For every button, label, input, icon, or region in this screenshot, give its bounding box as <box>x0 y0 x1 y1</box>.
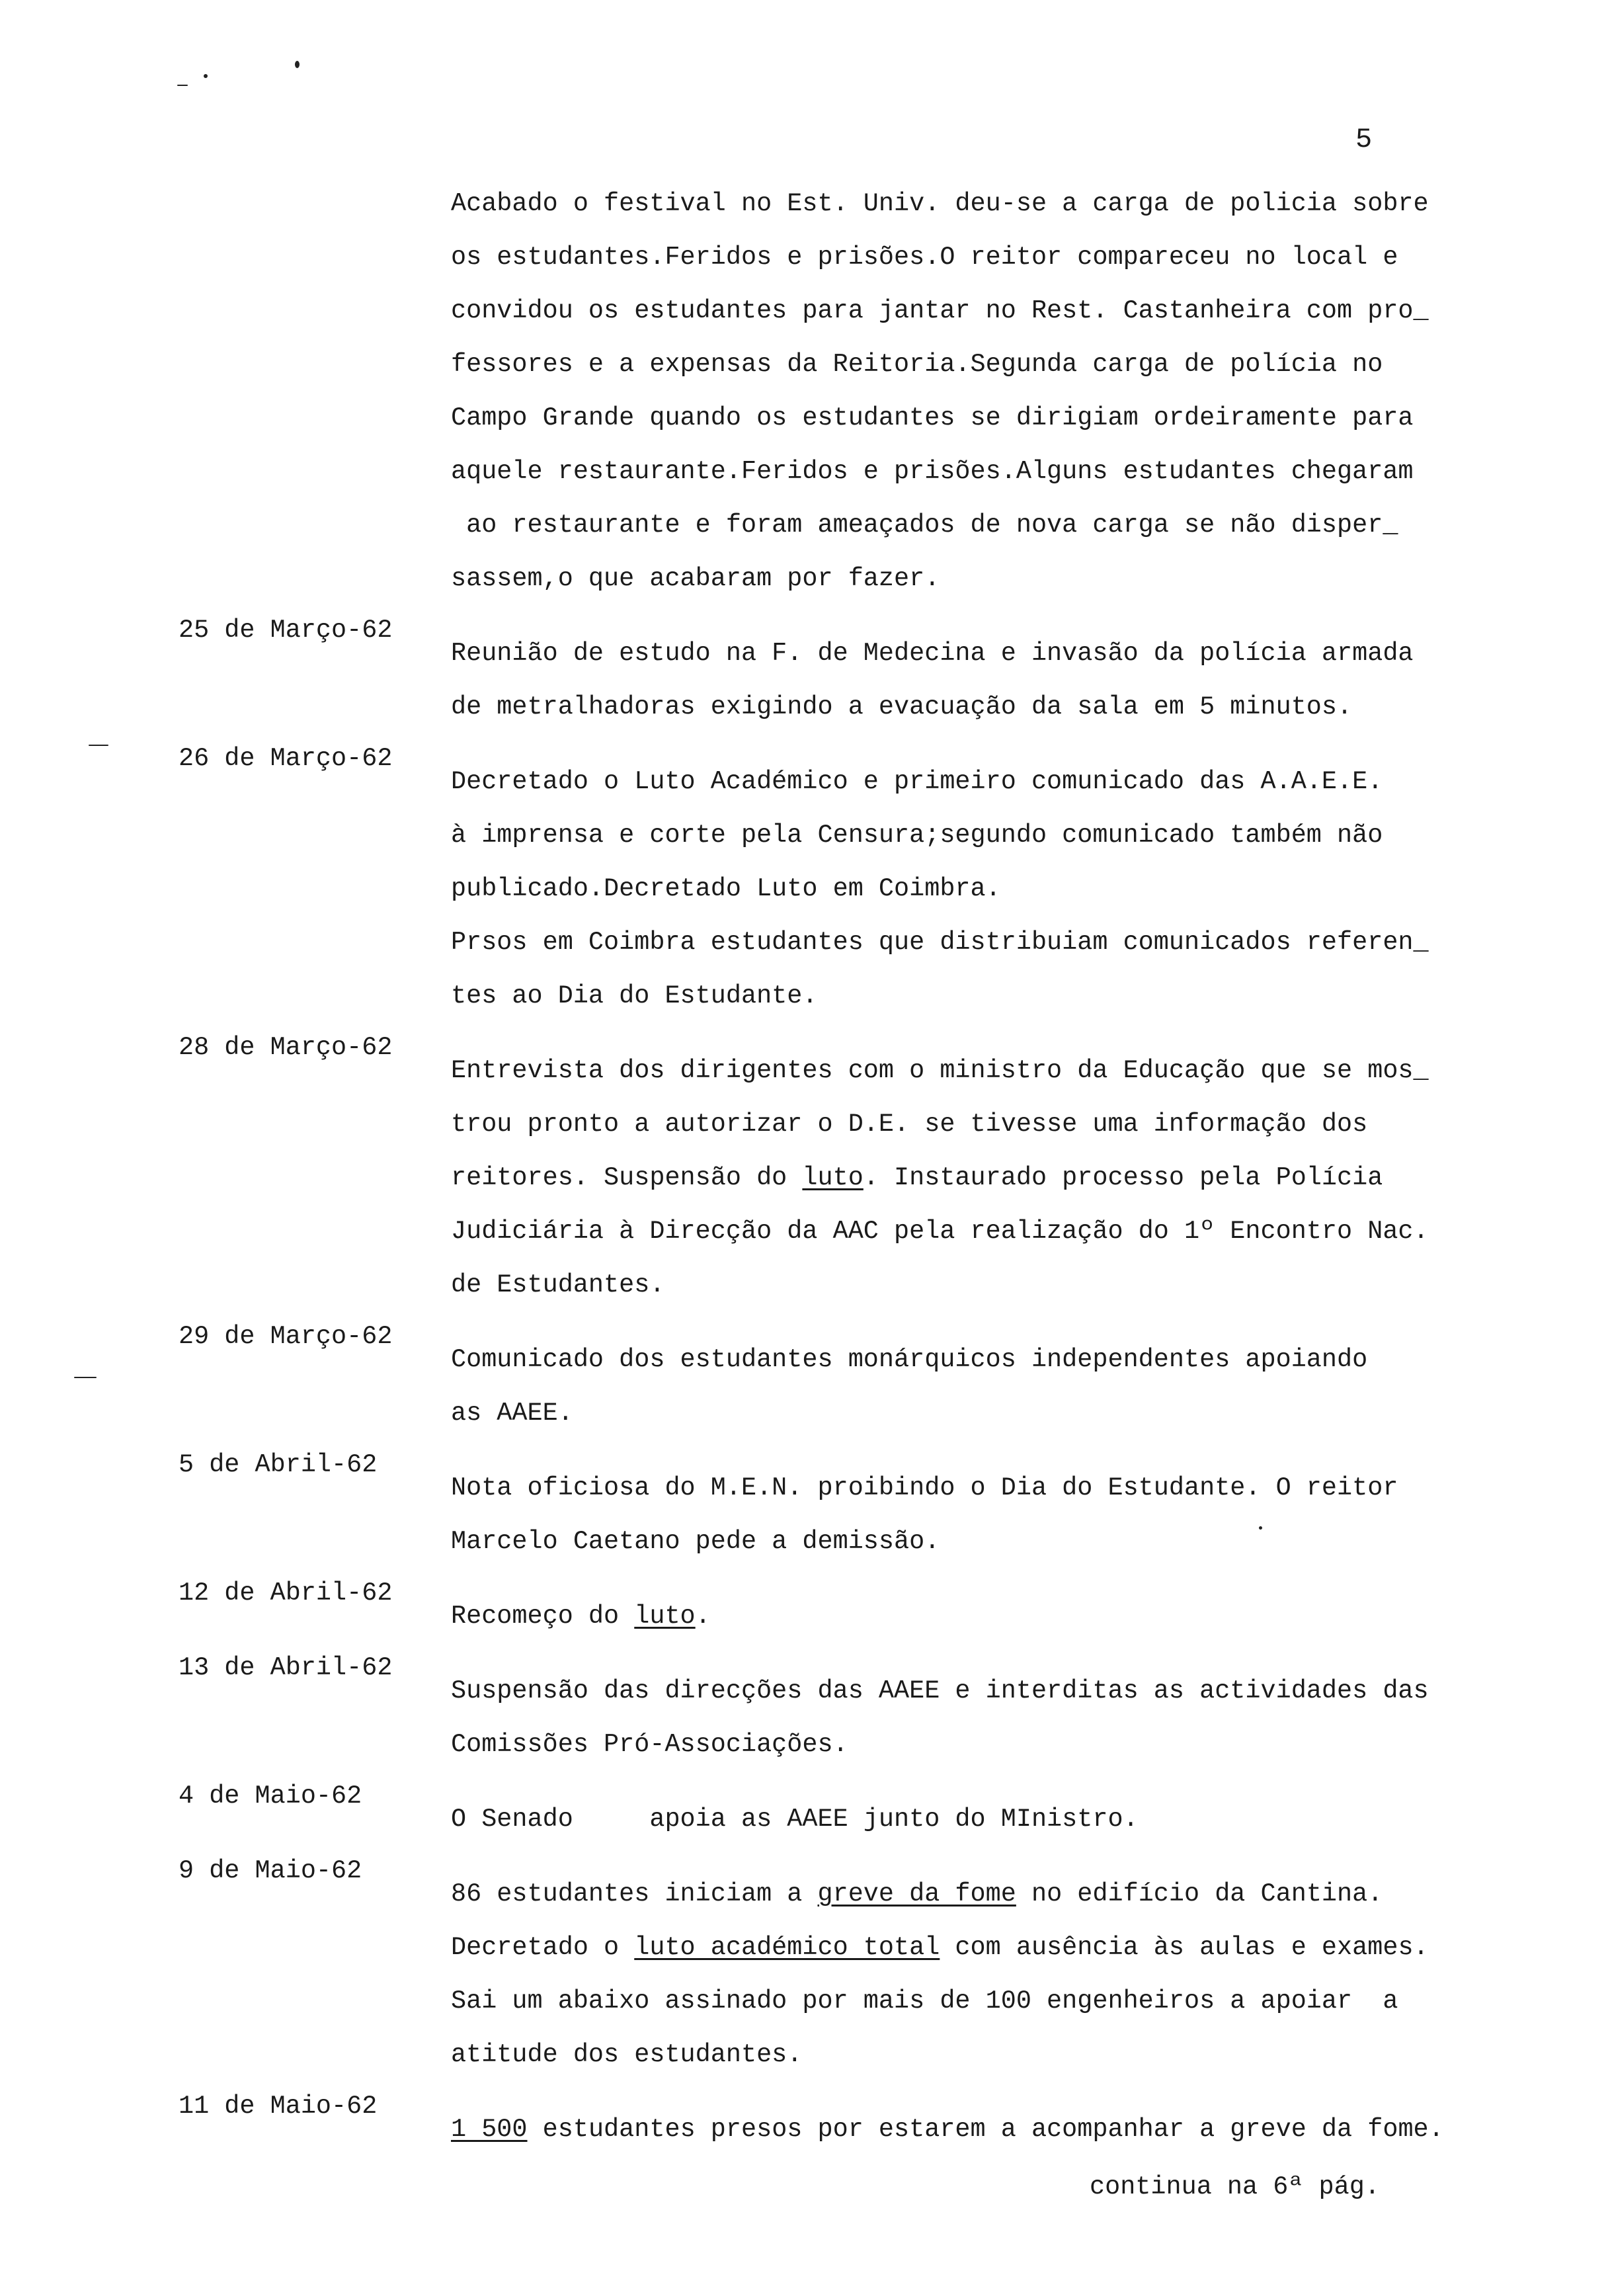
text-line: ao restaurante e foram ameaçados de nova carga se não disper_ <box>451 511 1398 540</box>
text-line: sassem,o que acabaram por fazer. <box>451 564 940 593</box>
entry-date: 25 de Março-62 <box>179 616 393 645</box>
text-line <box>451 1151 1508 1205</box>
text-segment: estudantes presos por estarem a acompanhar a greve da fome. <box>527 2115 1444 2144</box>
chronology-entry <box>179 1030 1508 1312</box>
text-line: Prsos em Coimbra estudantes que distribuiam comunicados referen_ <box>451 928 1429 957</box>
entry-text <box>451 2088 1508 2156</box>
text-line: Comissões Pró-Associações. <box>451 1730 848 1759</box>
text-line <box>451 1921 1508 1975</box>
text-line <box>451 1867 1508 1921</box>
text-line: Entrevista dos dirigentes com o ministro da Educação que se mos_ <box>451 1056 1429 1085</box>
continuation-note: continua na 6ª pág. <box>1090 2172 1380 2201</box>
text-line: fessores e a expensas da Reitoria.Segunda carga de polícia no <box>451 350 1383 379</box>
chronology-entry <box>179 1853 1508 2082</box>
entry-text <box>451 1030 1508 1312</box>
text-line: os estudantes.Feridos e prisões.O reitor compareceu no local e <box>451 243 1398 272</box>
text-segment: . <box>695 1602 711 1631</box>
text-line: convidou os estudantes para jantar no Rest. Castanheira com pro_ <box>451 296 1429 325</box>
text-line: Nota oficiosa do M.E.N. proibindo o Dia do Estudante. O reitor <box>451 1473 1398 1502</box>
text-line: aquele restaurante.Feridos e prisões.Alguns estudantes chegaram <box>451 457 1414 486</box>
text-line: Suspensão das direcções das AAEE e interditas as actividades das <box>451 1676 1429 1705</box>
entry-date: 4 de Maio-62 <box>179 1782 362 1811</box>
text-segment: 86 estudantes iniciam a <box>451 1879 818 1908</box>
chronology-entry <box>179 2088 1508 2156</box>
underlined-text: 1 500 <box>451 2115 528 2144</box>
text-line: publicado.Decretado Luto em Coimbra. <box>451 874 1001 903</box>
chronology-entry <box>179 612 1508 734</box>
text-line: trou pronto a autorizar o D.E. se tivesse uma informação dos <box>451 1110 1368 1139</box>
entry-date: 28 de Março-62 <box>179 1033 393 1062</box>
text-line <box>451 2103 1508 2156</box>
text-segment: . Instaurado processo pela Polícia <box>863 1163 1383 1192</box>
text-segment: com ausência às aulas e exames. <box>940 1933 1429 1962</box>
scan-speck <box>177 85 188 86</box>
entry-date: 9 de Maio-62 <box>179 1856 362 1885</box>
text-line: Judiciária à Direcção da AAC pela realização do 1º Encontro Nac. <box>451 1217 1429 1246</box>
entry-text <box>451 1650 1508 1772</box>
underlined-text: luto académico total <box>634 1933 940 1962</box>
entry-text <box>451 1575 1508 1643</box>
text-segment: no edifício da Cantina. <box>1016 1879 1383 1908</box>
entry-text <box>451 612 1508 734</box>
entry-date: 11 de Maio-62 <box>179 2092 378 2121</box>
entry-date: 29 de Março-62 <box>179 1322 393 1351</box>
text-segment: reitores. Suspensão do <box>451 1163 803 1192</box>
text-line: de Estudantes. <box>451 1270 665 1299</box>
text-line: de metralhadoras exigindo a evacuação da sala em 5 minutos. <box>451 692 1353 721</box>
text-line <box>451 1590 1508 1643</box>
underlined-text: luto <box>802 1163 864 1192</box>
text-line: Sai um abaixo assinado por mais de 100 engenheiros a apoiar a <box>451 1987 1398 2016</box>
underlined-text: luto <box>634 1602 696 1631</box>
intro-paragraph <box>451 177 1508 606</box>
text-line: Campo Grande quando os estudantes se dirigiam ordeiramente para <box>451 403 1414 432</box>
scan-speck <box>89 745 108 746</box>
chronology-entry <box>179 1650 1508 1772</box>
chronology-entry <box>179 1447 1508 1569</box>
scan-speck <box>295 61 300 68</box>
entry-text <box>451 1319 1508 1440</box>
entry-text <box>451 1778 1508 1846</box>
scan-speck <box>74 1377 97 1378</box>
text-line: à imprensa e corte pela Censura;segundo comunicado também não <box>451 821 1383 850</box>
text-segment: Recomeço do <box>451 1602 635 1631</box>
chronology-entry <box>179 1778 1508 1846</box>
text-line: Decretado o Luto Académico e primeiro comunicado das A.A.E.E. <box>451 767 1383 796</box>
scan-speck <box>204 74 208 78</box>
entry-text <box>451 741 1508 1023</box>
entry-date: 5 de Abril-62 <box>179 1450 378 1479</box>
text-segment: Decretado o <box>451 1933 635 1962</box>
entry-date: 12 de Abril-62 <box>179 1578 393 1608</box>
chronology-entry <box>179 741 1508 1023</box>
text-line: as AAEE. <box>451 1399 573 1428</box>
text-line: atitude dos estudantes. <box>451 2040 803 2069</box>
text-line: O Senado apoia as AAEE junto do MInistro. <box>451 1805 1139 1834</box>
underlined-text: greve da fome <box>817 1879 1016 1908</box>
entry-text <box>451 1447 1508 1569</box>
text-line: Marcelo Caetano pede a demissão. <box>451 1527 940 1556</box>
document-body <box>179 177 1508 2214</box>
page-number: 5 <box>1355 124 1373 155</box>
entry-date: 26 de Março-62 <box>179 744 393 773</box>
chronology-entry <box>179 1575 1508 1643</box>
chronology-entry <box>179 1319 1508 1440</box>
text-line: Acabado o festival no Est. Univ. deu-se a carga de policia sobre <box>451 189 1429 218</box>
text-line: tes ao Dia do Estudante. <box>451 981 818 1010</box>
text-line: Reunião de estudo na F. de Medecina e invasão da polícia armada <box>451 639 1414 668</box>
text-line: Comunicado dos estudantes monárquicos independentes apoiando <box>451 1345 1368 1374</box>
entry-date: 13 de Abril-62 <box>179 1653 393 1682</box>
entry-text <box>451 1853 1508 2082</box>
